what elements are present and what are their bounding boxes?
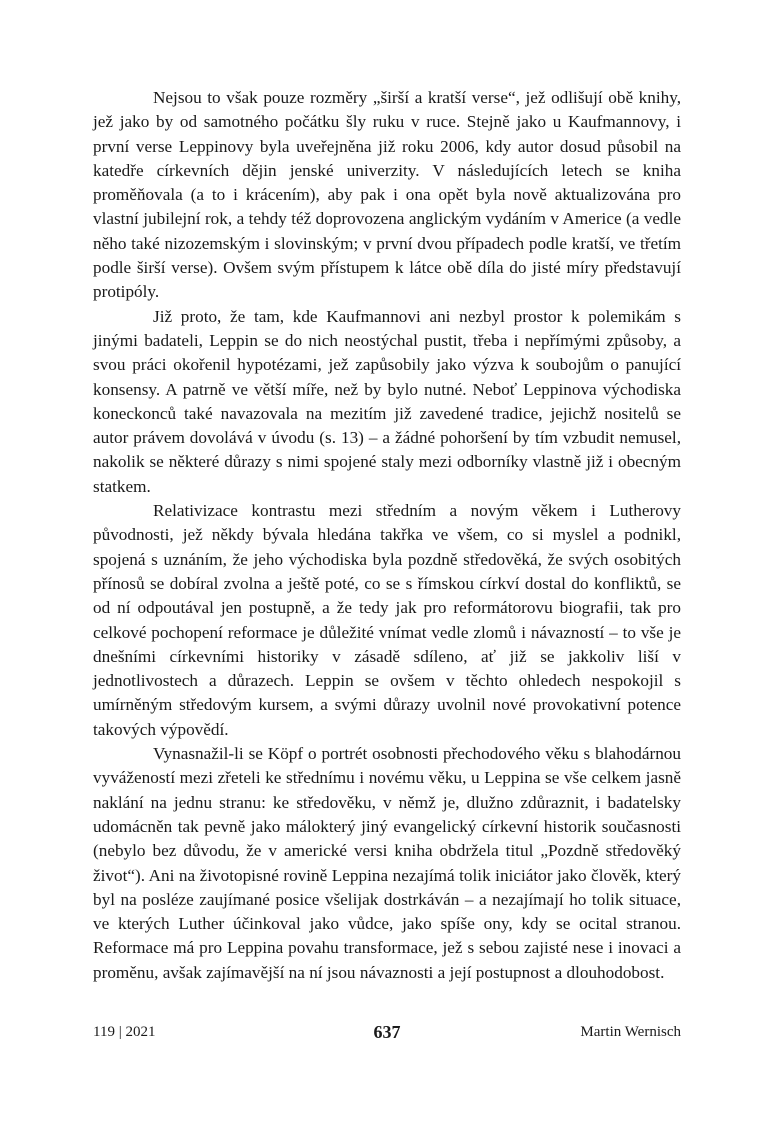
paragraph: Relativizace kontrastu mezi středním a novým věkem i Lutherovy původnosti, jež někdy bývala hledána takřka ve všem, co si myslel a podnikl, spojená s uznáním, že jeho východiska byla pozdně středověká, že svých osobitých přínosů se dobíral zvolna a ještě poté, co se s římskou církví dostal do konfliktů, se od ní odpoutával jen postupně, a že tedy jak pro reformátorovu biografii, tak pro celkové pochopení reformace je důležité vnímat vedle zlomů i návazností – to vše je dnešními církevními historiky v zásadě sdíleno, ať již se jakkoliv liší v jednotlivostech a důrazech. Leppin se ovšem v těchto ohledech nespokojil s umírněným středovým kursem, a svými důrazy uvolnil nové provokativní potence takových výpovědí. [93,501,681,739]
paragraph: Vynasnažil-li se Köpf o portrét osobnosti přechodového věku s blahodárnou vyvážeností mezi zřeteli ke střednímu i novému věku, u Leppina se vše celkem jasně naklání na jednu stranu: ke středověku, v němž je, dlužno zdůraznit, i badatelsky udomácněn tak pevně jako málokterý jiný evangelický církevní historik současnosti (nebylo bez důvodu, že v americké versi kniha obdržela titul „Pozdně středověký život“). Ani na životopisné rovině Leppina nezajímá tolik iniciátor jako člověk, který byl na posléze zaujímané posice všelijak dostrkáván – a nezajímají ho tolik situace, ve kterých Luther účinkoval jako vůdce, jako spíše ony, kdy se ocital stranou. Reformace má pro Leppina povahu transformace, jež s sebou zajisté nese i inovaci a proměnu, avšak zajímavější na ní jsou návaznosti a její postupnost a dlouhodobost. [93,744,681,982]
issue-label: 119 | 2021 [93,1024,156,1040]
page-footer [93,1024,681,1048]
paragraph: Již proto, že tam, kde Kaufmannovi ani nezbyl prostor k polemikám s jinými badateli, Leppin se do nich neostýchal pustit, třeba i nepřímými způsoby, a svou práci okořenil hypotézami, jež zapůsobily jako výzva k soubojům o panující konsensy. A patrně ve větší míře, než by bylo nutné. Neboť Leppinova východiska koneckonců také navazovala na mezitím již zavedené tradice, jejichž nositelů se autor právem dovolává v úvodu (s. 13) – a žádné pohoršení by tím vzbudit nemusel, nakolik se některé důrazy s nimi spojené staly mezi odborníky vlastně již i obecným statkem. [93,306,681,496]
page-number: 637 [373,1022,401,1042]
author-name: Martin Wernisch [580,1024,681,1040]
paragraph: Nejsou to však pouze rozměry „širší a kratší verse“, jež odlišují obě knihy, jež jako by od samotného počátku šly ruku v ruce. Stejně jako u Kaufmannovy, i první verse Leppinovy byla uveřejněna již roku 2006, kdy autor dosud působil na katedře církevních dějin jenské univerzity. V následujících letech se kniha proměňovala (a to i krácením), aby pak i ona opět byla nově aktualizována pro vlastní jubilejní rok, a tehdy též doprovozena anglickým vydáním v Americe (a vedle něho také nizozemským i slovinským; v první dvou případech podle kratší, ve třetím podle širší verse). Ovšem svým přístupem k látce obě díla do jisté míry představují protipóly. [93,88,681,302]
body-text [93,86,681,985]
